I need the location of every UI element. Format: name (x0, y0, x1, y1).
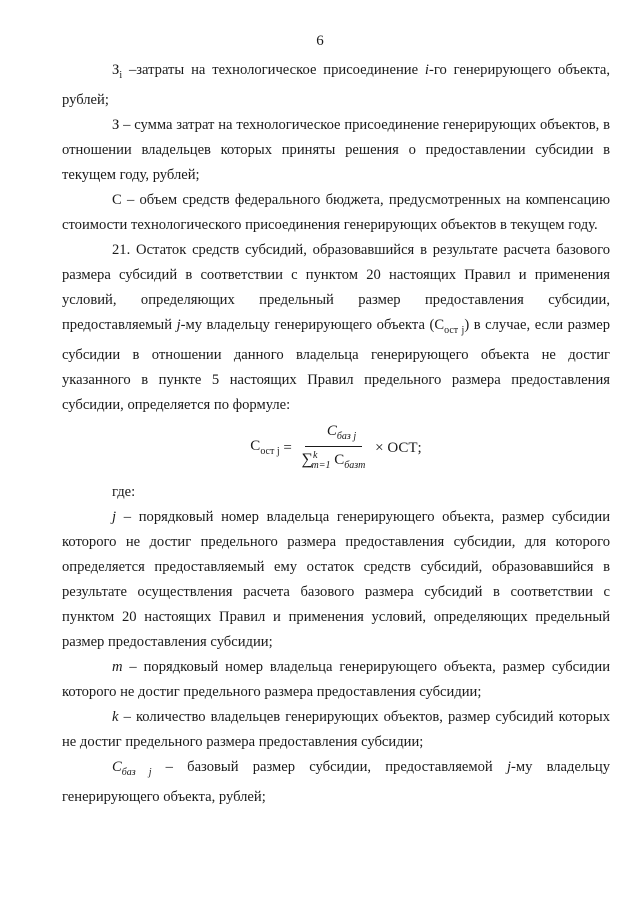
page-number: 6 (316, 33, 324, 49)
formula (62, 418, 610, 480)
sum-lower: m=1 (311, 460, 331, 472)
variable-k: k (112, 708, 119, 725)
text-segment: – порядковый номер владельца генерирующего объекта, размер субсидии которого не достиг предельного размера предоставления субсидии; (62, 658, 610, 700)
subscript-baz-j: баз j (121, 766, 152, 778)
text-segment: – базовый размер субсидии, предоставляемой (151, 758, 507, 775)
paragraph-zi (62, 58, 610, 113)
subscript-i: i (119, 69, 123, 81)
paragraph-z (62, 113, 610, 188)
variable-c: С (112, 758, 122, 775)
subscript-ost-j: ост j (444, 324, 465, 336)
formula-lhs (250, 434, 279, 464)
formula-equals: = (279, 440, 296, 457)
where-label: где: (112, 483, 136, 500)
paragraph-m (62, 655, 610, 705)
text-segment: -му владельцу генерирующего объекта (С (180, 316, 445, 333)
text-segment: – сумма затрат на технологическое присоединение генерирующих объектов, в отношении владельцев которых приняты решения о предоставлении субсидии в текущем году, рублей; (62, 116, 610, 183)
formula-rhs: × ОСТ; (371, 440, 422, 457)
variable-j: j (506, 758, 511, 775)
symbol-z: З (112, 116, 120, 133)
numerator-sub: баз j (336, 431, 357, 443)
paragraph-c-baz (62, 755, 610, 810)
variable-m: m (112, 658, 123, 675)
variable-j: j (176, 316, 181, 333)
formula-denominator (302, 447, 366, 474)
paragraph-j (62, 505, 610, 655)
symbol-z: З (112, 62, 120, 78)
formula-lhs-sub: ост j (260, 445, 280, 457)
denominator-sub: базm (344, 460, 366, 472)
sum-sign: ∑ (301, 451, 314, 469)
text-segment: –затраты на технологическое присоединение (122, 62, 425, 78)
numerator-symbol: С (326, 423, 337, 440)
formula-numerator (305, 423, 362, 447)
variable-i: i (424, 62, 429, 78)
paragraph-c (62, 188, 610, 238)
text-segment: -му владельцу генерирующего объекта, рублей; (62, 758, 610, 805)
text-segment: 21. Остаток средств субсидий, образовавшийся в результате расчета базового размера субсидий в соответствии с пунктом 20 настоящих Правил и применения условий, определяющих предельный размер предоставления субсидии, предоставляемый (62, 241, 610, 333)
text-segment: ) в случае, если размер субсидии в отношении данного владельца генерирующего объекта не достиг указанного в пункте 5 настоящих Правил предельного размера предоставления субсидии, определяется по формуле: (62, 316, 610, 413)
paragraph-21 (62, 238, 610, 418)
document-body (62, 58, 610, 810)
text-segment: – порядковый номер владельца генерирующего объекта, размер субсидии которого не достиг предельного размера предоставления субсидии, для которого определяется предоставляемый ему остаток средств субсидий, образовавшийся в результате осуществления расчета базового размера субсидий в соответствии с пунктом 20 настоящих Правил и применения условий, определяющих предельный размер предоставления субсидии; (62, 508, 610, 650)
variable-j: j (112, 508, 117, 525)
sum-upper: k (313, 450, 318, 462)
symbol-c: С (112, 191, 122, 208)
text-segment: – объем средств федерального бюджета, предусмотренных на компенсацию стоимости технологического присоединения генерирующих объектов в текущем году. (62, 191, 610, 233)
paragraph-k (62, 705, 610, 755)
denominator-symbol: С (330, 452, 345, 469)
text-segment: -го генерирующего объекта, рублей; (62, 62, 611, 108)
text-segment: – количество владельцев генерирующих объектов, размер субсидий которых не достиг предельного размера предоставления субсидии; (62, 708, 610, 750)
formula-fraction (302, 423, 366, 474)
formula-lhs-symbol: С (250, 437, 261, 454)
